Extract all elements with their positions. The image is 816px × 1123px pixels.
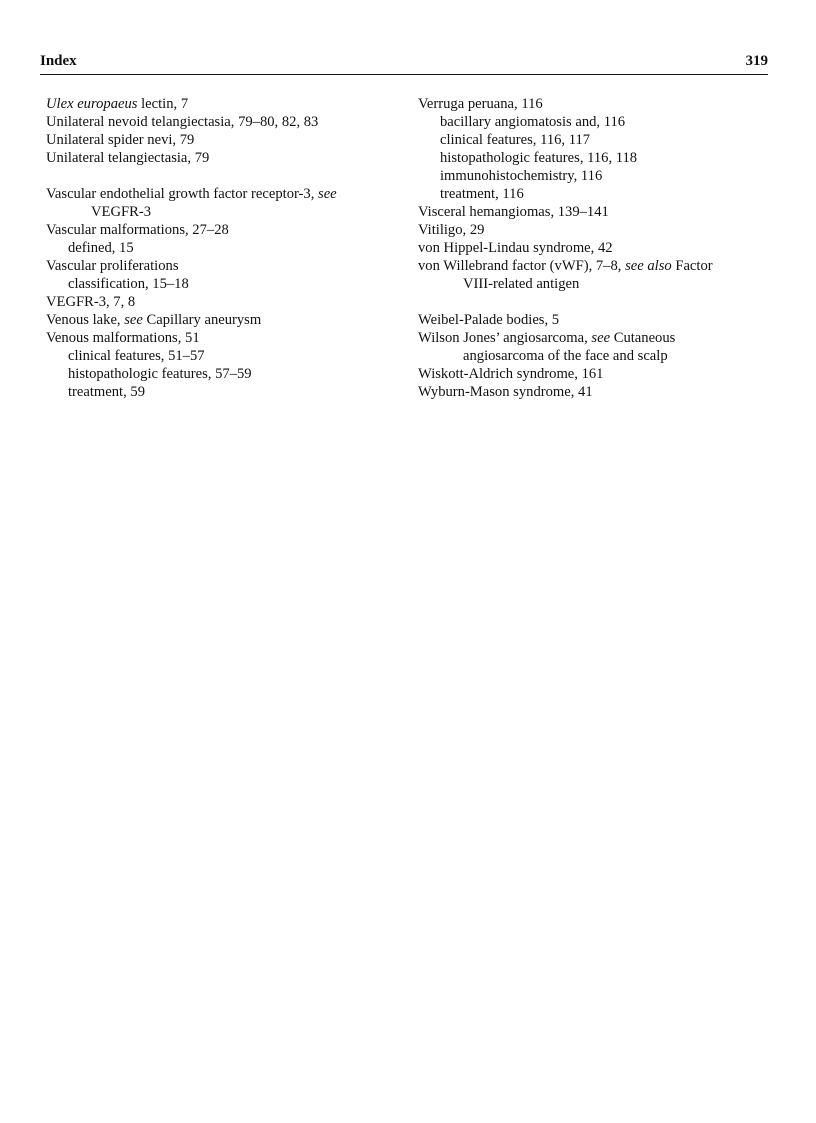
index-subentry: histopathologic features, 57–59	[68, 366, 252, 382]
index-subentry: clinical features, 116, 117	[440, 132, 591, 148]
index-entry: Wyburn-Mason syndrome, 41	[418, 384, 593, 400]
index-subentry: treatment, 116	[440, 186, 524, 202]
header-title: Index	[40, 53, 77, 69]
index-entry: Vascular malformations, 27–28	[46, 222, 229, 238]
index-entry: von Willebrand factor (vWF), 7–8, see also Factor	[418, 258, 713, 274]
index-entry: Weibel-Palade bodies, 5	[418, 312, 560, 328]
group-gap	[418, 293, 778, 311]
see-reference: see	[591, 330, 611, 346]
index-entry: von Hippel-Lindau syndrome, 42	[418, 240, 613, 256]
entry-continuation: VIII-related antigen	[463, 276, 580, 292]
group-gap	[46, 167, 396, 185]
index-subentry: defined, 15	[68, 240, 134, 256]
index-entry: Unilateral spider nevi, 79	[46, 132, 195, 148]
index-column-right	[418, 95, 778, 401]
index-subentry: immunohistochemistry, 116	[440, 168, 603, 184]
index-entry: Vitiligo, 29	[418, 222, 485, 238]
index-entry: VEGFR-3, 7, 8	[46, 294, 136, 310]
entry-italic: Ulex europaeus	[46, 96, 138, 112]
index-subentry: histopathologic features, 116, 118	[440, 150, 638, 166]
index-entry: Ulex europaeus lectin, 7	[46, 96, 189, 112]
index-entry: Vascular proliferations	[46, 258, 179, 274]
index-subentry: bacillary angiomatosis and, 116	[440, 114, 626, 130]
index-entry: Wilson Jones’ angiosarcoma, see Cutaneous	[418, 330, 676, 346]
see-reference: see	[124, 312, 143, 328]
index-subentry: classification, 15–18	[68, 276, 189, 292]
index-entry: Visceral hemangiomas, 139–141	[418, 204, 609, 220]
index-subentry: clinical features, 51–57	[68, 348, 205, 364]
index-entry: Wiskott-Aldrich syndrome, 161	[418, 366, 604, 382]
index-entry: Unilateral nevoid telangiectasia, 79–80, 82, 83	[46, 114, 319, 130]
running-header	[40, 50, 768, 75]
see-reference: see	[318, 186, 337, 202]
entry-continuation: angiosarcoma of the face and scalp	[463, 348, 668, 364]
page-number: 319	[745, 53, 768, 69]
entry-continuation: VEGFR-3	[91, 204, 151, 220]
see-also-reference: see also	[625, 258, 672, 274]
index-entry: Vascular endothelial growth factor receptor-3, see	[46, 186, 337, 202]
index-entry: Venous malformations, 51	[46, 330, 200, 346]
index-entry: Venous lake, see Capillary aneurysm	[46, 312, 262, 328]
index-column-left	[46, 95, 396, 401]
index-entry: Unilateral telangiectasia, 79	[46, 150, 210, 166]
index-entry: Verruga peruana, 116	[418, 96, 543, 112]
index-subentry: treatment, 59	[68, 384, 145, 400]
